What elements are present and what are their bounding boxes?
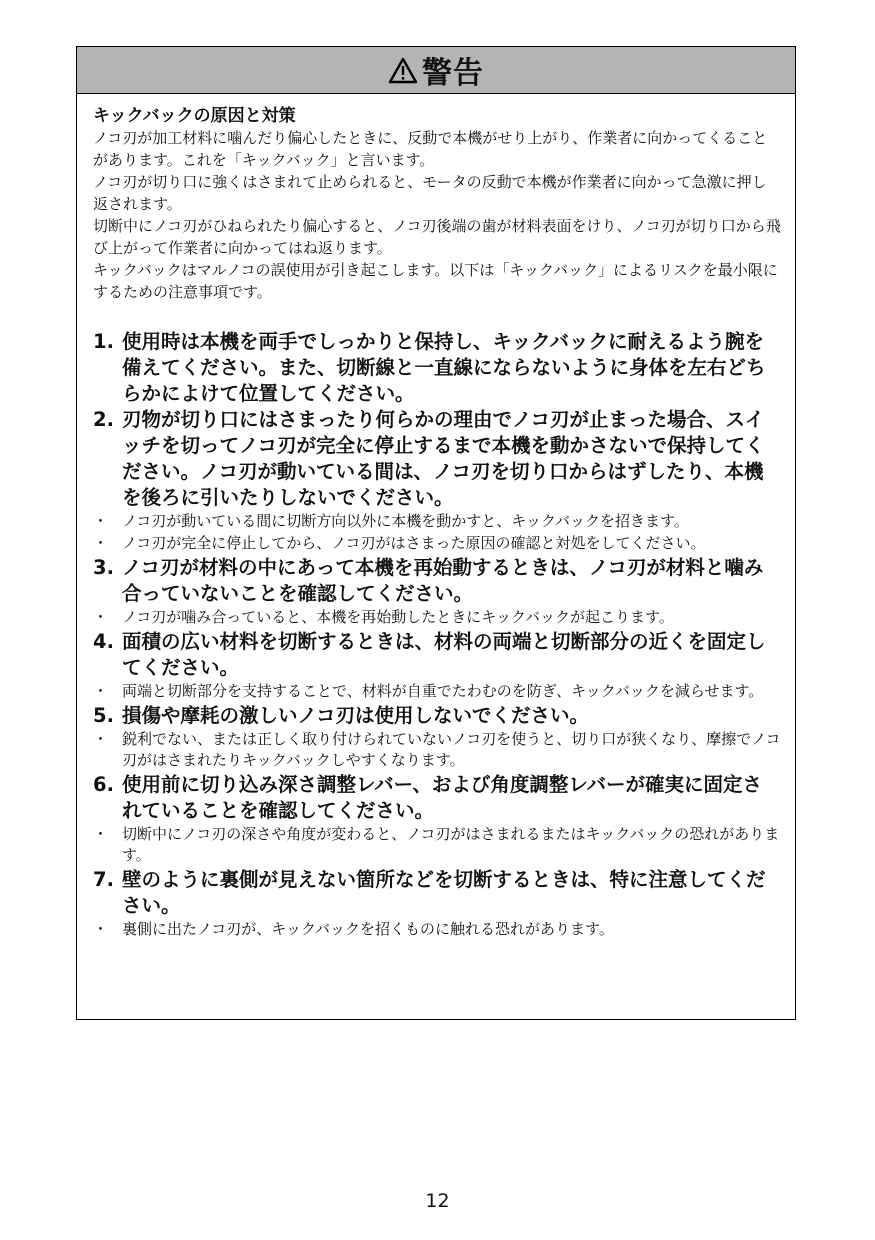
precaution-item <box>93 407 781 511</box>
item-number: 4. <box>93 630 114 653</box>
item-text: 壁のように裏側が見えない箇所などを切断するときは、特に注意してください。 <box>122 868 766 917</box>
page-number: 12 <box>425 1190 450 1212</box>
bullet-dot: ・ <box>93 534 109 552</box>
note-text: ノコ刃が動いている間に切断方向以外に本機を動かすと、キックバックを招きます。 <box>122 512 689 530</box>
warning-box <box>76 46 796 1020</box>
precaution-note <box>93 607 781 628</box>
item-text: 刃物が切り口にはさまったり何らかの理由でノコ刃が止まった場合、スイッチを切ってノコ刃が完全に停止するまで本機を動かさないで保持してください。ノコ刃が動いている間は、ノコ刃を切り口からはずしたり、本機を後ろに引いたりしないでください。 <box>122 408 765 509</box>
precaution-note <box>93 511 781 532</box>
precaution-note <box>93 681 781 702</box>
intro-paragraph: キックバックはマルノコの誤使用が引き起こします。以下は「キックバック」によるリスクを最小限にするための注意事項です。 <box>93 261 778 301</box>
section-heading: キックバックの原因と対策 <box>93 106 296 126</box>
item-number: 7. <box>93 868 114 891</box>
item-number: 1. <box>93 330 114 353</box>
item-number: 3. <box>93 556 114 579</box>
warning-title-wrap <box>388 48 484 92</box>
intro-paragraph: ノコ刃が加工材料に噛んだり偏心したときに、反動で本機がせり上がり、作業者に向かってくることがあります。これを「キックバック」と言います。 <box>93 129 768 169</box>
precaution-item <box>93 867 781 919</box>
precaution-note <box>93 533 781 554</box>
warning-triangle-icon <box>388 57 418 84</box>
bullet-dot: ・ <box>93 682 109 700</box>
item-text: 面積の広い材料を切断するときは、材料の両端と切断部分の近くを固定してください。 <box>122 630 766 679</box>
note-text: ノコ刃が噛み合っていると、本機を再始動したときにキックバックが起こります。 <box>122 608 674 626</box>
item-text: 使用前に切り込み深さ調整レバー、および角度調整レバーが確実に固定されていることを確認してください。 <box>122 773 762 822</box>
intro-paragraph: ノコ刃が切り口に強くはさまれて止められると、モータの反動で本機が作業者に向かって急激に押し返されます。 <box>93 173 767 213</box>
intro-paragraph: 切断中にノコ刃がひねられたり偏心すると、ノコ刃後端の歯が材料表面をけり、ノコ刃が切り口から飛び上がって作業者に向かってはね返ります。 <box>93 217 781 257</box>
intro-paragraphs <box>93 127 781 303</box>
warning-title: 警告 <box>422 56 484 91</box>
precaution-note <box>93 919 781 940</box>
note-text: 鋭利でない、または正しく取り付けられていないノコ刃を使うと、切り口が狭くなり、摩擦でノコ刃がはさまれたりキックバックしやすくなります。 <box>122 730 781 769</box>
item-number: 2. <box>93 408 114 431</box>
precaution-item <box>93 703 781 729</box>
bullet-dot: ・ <box>93 730 109 748</box>
item-text: ノコ刃が材料の中にあって本機を再始動するときは、ノコ刃が材料と噛み合っていないことを確認してください。 <box>122 556 764 605</box>
note-text: 切断中にノコ刃の深さや角度が変わると、ノコ刃がはさまれるまたはキックバックの恐れがあります。 <box>122 825 780 864</box>
bullet-dot: ・ <box>93 825 109 843</box>
warning-content <box>77 94 795 940</box>
precaution-item <box>93 772 781 824</box>
warning-header <box>77 47 795 94</box>
item-text: 使用時は本機を両手でしっかりと保持し、キックバックに耐えるよう腕を備えてください。また、切断線と一直線にならないように身体を左右どちらかによけて位置してください。 <box>122 330 766 405</box>
bullet-dot: ・ <box>93 608 109 626</box>
spacer <box>93 303 781 329</box>
item-number: 6. <box>93 773 114 796</box>
precaution-note <box>93 729 781 771</box>
item-text: 損傷や摩耗の激しいノコ刃は使用しないでください。 <box>122 704 590 727</box>
note-text: 両端と切断部分を支持することで、材料が自重でたわむのを防ぎ、キックバックを減らせます。 <box>122 682 764 700</box>
precaution-item <box>93 329 781 407</box>
precaution-list <box>93 329 781 940</box>
note-text: 裏側に出たノコ刃が、キックバックを招くものに触れる恐れがあります。 <box>122 920 614 938</box>
precaution-item <box>93 629 781 681</box>
note-text: ノコ刃が完全に停止してから、ノコ刃がはさまった原因の確認と対処をしてください。 <box>122 534 706 552</box>
bullet-dot: ・ <box>93 512 109 530</box>
item-number: 5. <box>93 704 114 727</box>
bullet-dot: ・ <box>93 920 109 938</box>
precaution-item <box>93 555 781 607</box>
precaution-note <box>93 824 781 866</box>
